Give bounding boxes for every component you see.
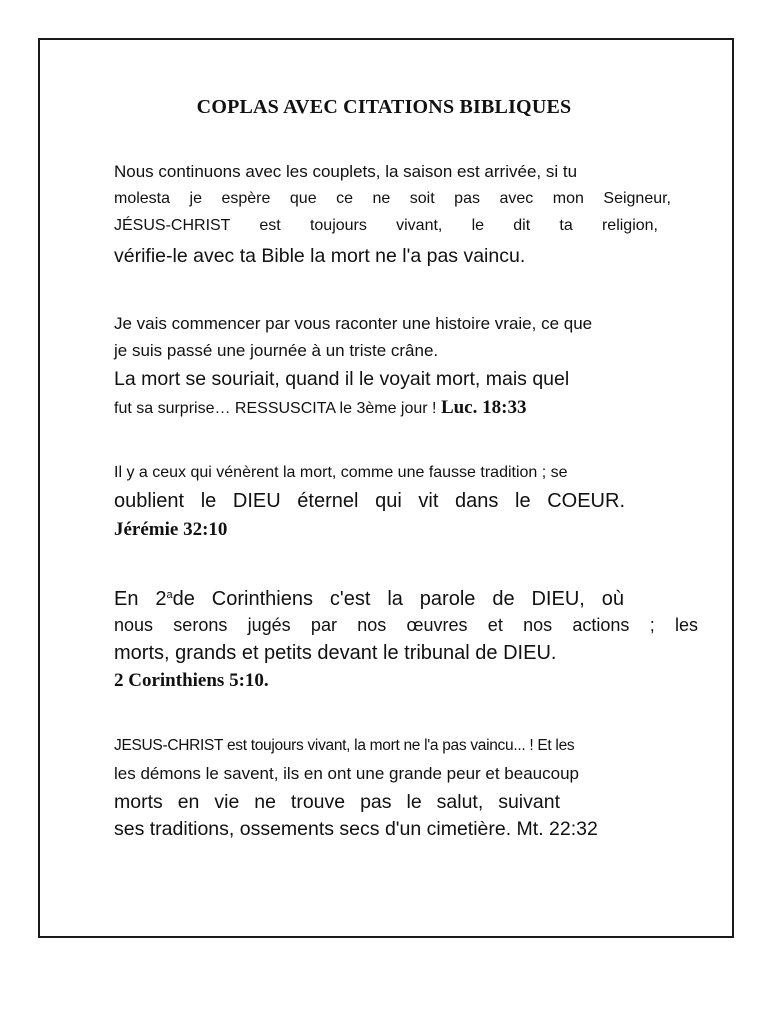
stanza-2-line-1: Je vais commencer par vous raconter une histoire vraie, ce que [114,314,593,333]
stanza-4-reference: 2 Corinthiens 5:10. [114,670,269,691]
stanza-1-line-3: JÉSUS-CHRIST est toujours vivant, le dit ta religion, [114,217,658,234]
stanza-2-reference: Luc. 18:33 [440,397,527,418]
stanza-2-line-3: La mort se souriait, quand il le voyait mort, mais quel [114,368,570,390]
stanza-2-line-4 [114,397,526,419]
stanza-5-line-1: JESUS-CHRIST est toujours vivant, la mort ne l'a pas vaincu... ! Et les [114,737,575,754]
stanza-1-line-4: vérifie-le avec ta Bible la mort ne l'a pas vaincu. [114,245,526,267]
stanza-4-line-2: nous serons jugés par nos œuvres et nos actions ; les [114,615,698,635]
stanza-1-line-1: Nous continuons avec les couplets, la saison est arrivée, si tu [114,162,578,181]
stanza-5-line-4: ses traditions, ossements secs d'un cimetière. Mt. 22:32 [114,818,598,840]
document-title: COPLAS AVEC CITATIONS BIBLIQUES [196,96,572,118]
stanza-3-reference: Jérémie 32:10 [114,519,228,540]
stanza-4-line-3: morts, grands et petits devant le tribunal de DIEU. [114,642,557,664]
stanza-3-line-2: oublient le DIEU éternel qui vit dans le COEUR. [114,490,625,512]
stanza-1-line-2: molesta je espère que ce ne soit pas avec mon Seigneur, [114,190,671,207]
stanza-4-line-1-end: de Corinthiens c'est la parole de DIEU, où [172,588,624,610]
stanza-4-line-1 [114,588,624,611]
stanza-5-line-2: les démons le savent, ils en ont une grande peur et beaucoup [114,764,579,783]
stanza-4-line-1-start: En 2 [114,588,167,610]
stanza-2-line-2: je suis passé une journée à un triste crâne. [114,341,439,360]
stanza-2-line-4-text: fut sa surprise… RESSUSCITA le 3ème jour ! [114,400,441,417]
stanza-4-superscript: a [166,589,173,601]
stanza-5-line-3: morts en vie ne trouve pas le salut, suivant [114,791,560,813]
stanza-3-line-1: Il y a ceux qui vénèrent la mort, comme une fausse tradition ; se [114,464,568,481]
